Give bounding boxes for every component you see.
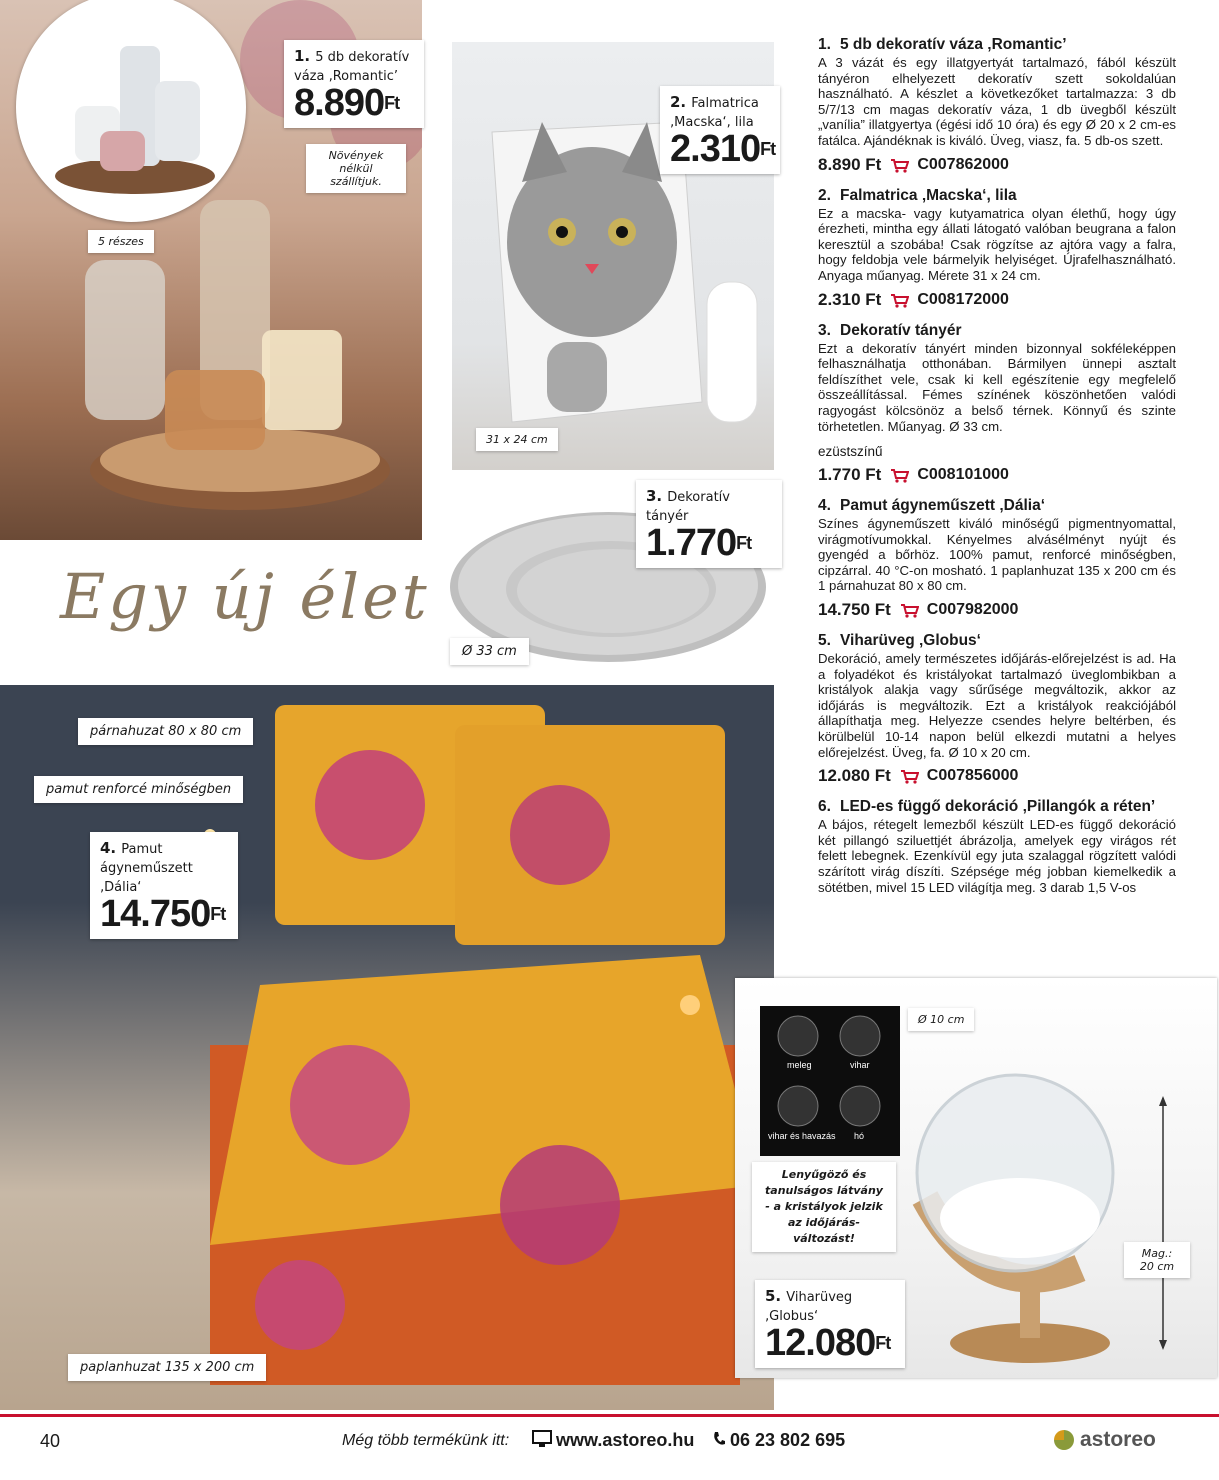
tag-number: 3. bbox=[646, 487, 663, 505]
tag-number: 4. bbox=[100, 839, 117, 857]
no-plants-label: Növények nélkül szállítjuk. bbox=[306, 144, 406, 193]
price-tag-vases bbox=[284, 40, 424, 128]
product-price: 12.080 Ft bbox=[818, 766, 891, 786]
tag-price: $12.080^{Ft}$ bbox=[765, 1322, 891, 1364]
product-price-line bbox=[818, 290, 1176, 310]
product-block bbox=[818, 798, 1176, 895]
vases-inset-circle bbox=[16, 0, 246, 222]
weather-label-storm: vihar bbox=[850, 1060, 870, 1070]
product-description: A bájos, rétegelt lemezből készült LED-es függő dekoráció két pillangó sziluettjét ábrázolja, amelyek egy virágos rét felett lebegnek. Ezenkívül egy juta szalaggal rögzített valódi szárított virág díszíti. Szépsége még jobban kiemelkedik a sötétben, mivel 15 LED világítja meg. 3 darab 1,5 V-os bbox=[818, 817, 1176, 895]
cart-icon[interactable] bbox=[891, 468, 909, 482]
weather-label-storm-snow: vihar és havazás bbox=[768, 1131, 836, 1141]
renforce-label: pamut renforcé minőségben bbox=[34, 776, 243, 803]
weather-label-snow: hó bbox=[854, 1131, 865, 1141]
cart-icon[interactable] bbox=[891, 158, 909, 172]
price-tag-cat bbox=[660, 86, 780, 174]
page-footer bbox=[0, 1425, 1219, 1455]
five-parts-label: 5 részes bbox=[88, 230, 154, 253]
tag-price: $14.750^{Ft}$ bbox=[100, 893, 226, 935]
product-code: C007982000 bbox=[926, 601, 1019, 619]
weather-label-warm: meleg bbox=[787, 1060, 812, 1070]
globe-info-label: Lenyűgöző és tanulságos látvány - a kristályok jelzik az időjárás-változást! bbox=[752, 1162, 896, 1252]
tag-name: Dekoratív tányér bbox=[646, 490, 730, 524]
price-tag-plate bbox=[636, 480, 782, 568]
pillow-size-label: párnahuzat 80 x 80 cm bbox=[78, 718, 253, 745]
cat-size-label: 31 x 24 cm bbox=[476, 428, 558, 451]
product-description: Ezt a dekoratív tányért minden bizonnyal sokféleképpen felhasználhatja otthonában. Bármilyen ünnepi asztalt feldíszíthet vele, csak ki kell egészítenie egy megfelelő összeállítással. Fémes színének köszönhetően valódi ragyogást kölcsönöz a belső térnek. Könnyű és szinte törhetetlen. Műanyag. Ø 33 cm. bbox=[818, 340, 1176, 434]
product-title: 2. Falmatrica ‚Macska‘, lila bbox=[818, 186, 1017, 204]
product-price-line bbox=[818, 766, 1176, 786]
product-price-line bbox=[818, 600, 1176, 620]
more-products-text: Még több termékünk itt: bbox=[342, 1432, 510, 1449]
phone-icon bbox=[712, 1431, 726, 1452]
tag-price: $1.770^{Ft}$ bbox=[646, 522, 752, 564]
monitor-icon bbox=[532, 1430, 552, 1453]
globe-diameter-label: Ø 10 cm bbox=[908, 1008, 974, 1031]
product-title: 1. 5 db dekoratív váza ‚Romantic’ bbox=[818, 36, 1067, 53]
phone-number[interactable]: 06 23 802 695 bbox=[730, 1430, 846, 1450]
product-block bbox=[818, 187, 1176, 310]
product-title: 6. LED-es függő dekoráció ‚Pillangók a réten’ bbox=[818, 798, 1156, 816]
product-price: 8.890 Ft bbox=[818, 154, 882, 174]
tag-name: Falmatrica ‚Macska‘, lila bbox=[670, 96, 759, 130]
product-description: Színes ágyneműszett kiváló minőségű pigmentnyomattal, virágmotívumokkal. Kényelmes alvásélményt nyújt és gyengéd a bőrhöz. 100% pamut, renforcé minőségben, cipzárral. 40 °C-on mosható. 1 paplanhuzat 135 x 200 cm és 1 párnahuzat 80 x 80 cm. bbox=[818, 516, 1176, 594]
product-description: A 3 vázát és egy illatgyertyát tartalmazó, fából készült tányéron elhelyezett dekoratív szett sokoldalúan használható. A készlet a következőket tartalmazza: 3 db 5/7/13 cm magas dekoratív váza, 1 db üvegből készült „vanília” illatgyertya (égési idő 10 óra) és egy Ø 20 x 2 cm-es fatálca. Ajándéknak is kiváló. Üveg, viasz, fa. 5 db-os szett. bbox=[818, 55, 1176, 148]
product-price-line bbox=[818, 155, 1176, 175]
tag-name: Viharüveg ‚Globus‘ bbox=[765, 1290, 853, 1324]
tag-number: 2. bbox=[670, 93, 687, 111]
product-title: 3. Dekoratív tányér bbox=[818, 321, 962, 339]
tag-price: $8.890^{Ft}$ bbox=[294, 82, 400, 124]
product-block bbox=[818, 322, 1176, 486]
product-description: Ez a macska- vagy kutyamatrica olyan élethű, hogy úgy érezheti, mintha egy állati látogató valóban beugrana a falon keresztül a szobába! Csak rögzítse az ajtóra vagy a falra, hogy feldobja vele bármelyik helyiséget. Újrafelhasználható. Anyaga műanyag. Mérete 31 x 24 cm. bbox=[818, 205, 1176, 283]
product-code: C008101000 bbox=[917, 466, 1009, 484]
product-title: 5. Viharüveg ‚Globus‘ bbox=[818, 632, 981, 650]
cart-icon[interactable] bbox=[891, 293, 909, 307]
product-descriptions bbox=[818, 36, 1176, 895]
footer-divider bbox=[0, 1414, 1219, 1417]
tag-price: $2.310^{Ft}$ bbox=[670, 128, 776, 170]
astoreo-logo: astoreo bbox=[1080, 1428, 1156, 1451]
astoreo-logo-icon bbox=[1052, 1428, 1076, 1457]
product-description: Dekoráció, amely természetes időjárás-előrejelzést is ad. Ha a folyadékot és kristályokat tartalmazó üveglombikban a kristályok alakja vagy sűrűsége megváltozik, akkor az időjárás is megváltozik. Ezt a kristályok reakciójából állapíthatja meg. Helyezze csendes helyre beltérben, és körülbelül 10-14 napon belül elkezdi mutatni a helyes előrejelzést. Üveg, fa. Ø 10 x 20 cm. bbox=[818, 651, 1176, 760]
tag-name: Pamut ágyneműszett ‚Dália‘ bbox=[100, 842, 193, 895]
product-code: C008172000 bbox=[917, 290, 1009, 308]
product-block bbox=[818, 632, 1176, 786]
tag-number: 1. bbox=[294, 47, 311, 65]
cart-icon[interactable] bbox=[901, 769, 919, 783]
product-code: C007862000 bbox=[917, 155, 1009, 173]
website-link[interactable]: www.astoreo.hu bbox=[556, 1430, 695, 1450]
product-price-line bbox=[818, 465, 1176, 485]
product-price: 14.750 Ft bbox=[818, 600, 891, 620]
globe-height-label: Mag.: 20 cm bbox=[1124, 1242, 1190, 1278]
duvet-size-label: paplanhuzat 135 x 200 cm bbox=[68, 1354, 266, 1381]
product-code: C007856000 bbox=[926, 767, 1019, 785]
page-number: 40 bbox=[40, 1431, 61, 1451]
product-price: 2.310 Ft bbox=[818, 289, 882, 309]
tag-number: 5. bbox=[765, 1287, 782, 1305]
tag-name: 5 db dekoratív váza ‚Romantic’ bbox=[294, 50, 410, 84]
page-headline: Egy új élet bbox=[60, 560, 430, 633]
product-block bbox=[818, 36, 1176, 175]
cart-icon[interactable] bbox=[901, 603, 919, 617]
product-title: 4. Pamut ágyneműszett ‚Dália‘ bbox=[818, 497, 1046, 515]
price-tag-storm-glass bbox=[755, 1280, 905, 1368]
product-price: 1.770 Ft bbox=[818, 465, 882, 485]
price-tag-bedding bbox=[90, 832, 238, 939]
weather-legend bbox=[760, 1008, 900, 1158]
plate-size-label: Ø 33 cm bbox=[450, 638, 529, 665]
product-block bbox=[818, 497, 1176, 620]
product-variant: ezüstszínű bbox=[818, 444, 883, 460]
